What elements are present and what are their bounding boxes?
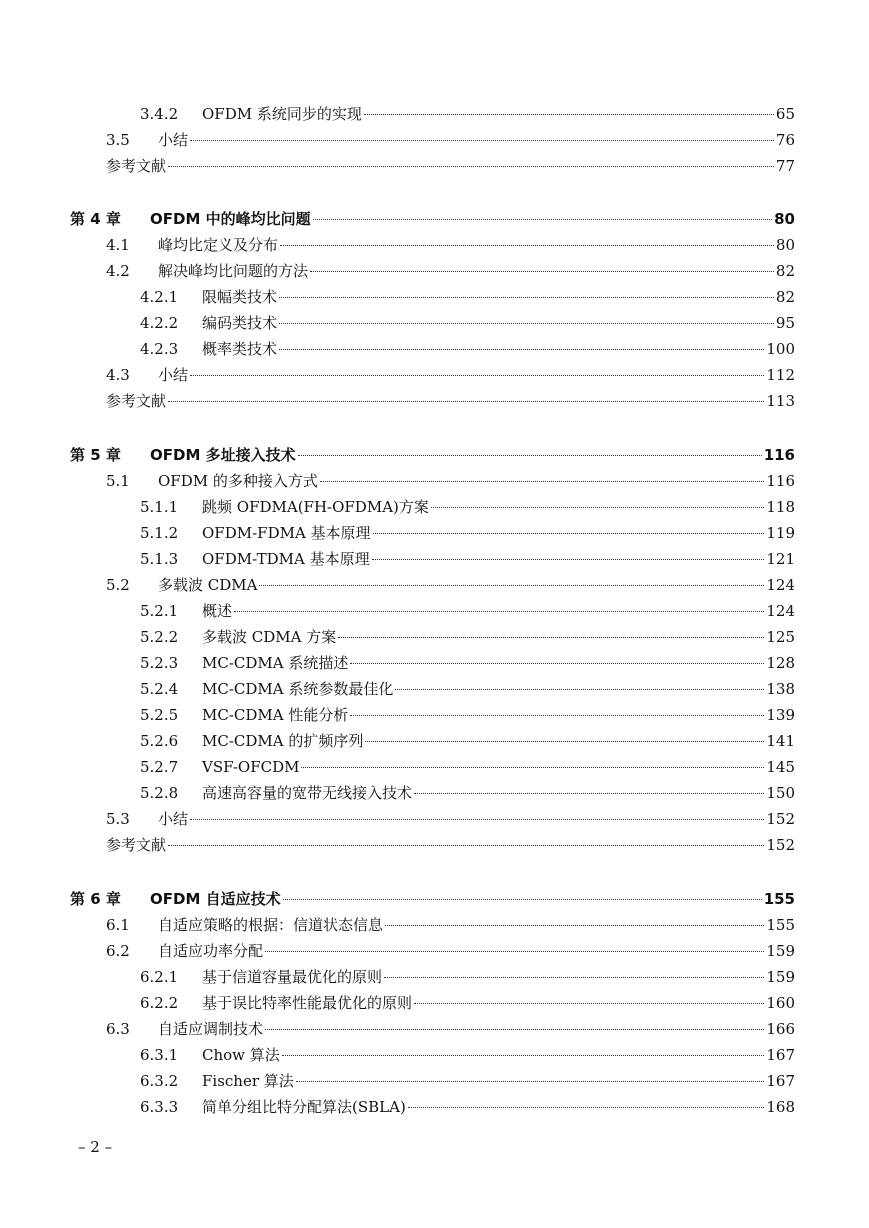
toc-entry-page: 160 — [766, 994, 795, 1012]
toc-entry — [140, 653, 795, 673]
toc-entry-title: OFDM 中的峰均比问题 — [150, 210, 311, 228]
toc-entry-page: 152 — [766, 836, 795, 854]
toc-entry — [140, 287, 795, 307]
toc-entry-title: 跳频 OFDMA(FH-OFDMA)方案 — [202, 498, 429, 516]
toc-entry — [140, 627, 795, 647]
toc-entry-page: 95 — [775, 314, 795, 332]
toc-entry-number: 第 4 章 — [70, 210, 121, 228]
dot-leader — [431, 506, 764, 508]
toc-entry-number: 5.3 — [106, 810, 130, 828]
toc-entry-title: 基于误比特率性能最优化的原则 — [202, 994, 413, 1012]
dot-leader — [168, 844, 764, 846]
toc-entry — [140, 1097, 795, 1117]
toc-entry-page: 167 — [766, 1072, 795, 1090]
dot-leader — [279, 348, 764, 350]
toc-entry-title: OFDM-FDMA 基本原理 — [202, 524, 371, 542]
page-number-footer: – 2 – — [78, 1138, 113, 1156]
toc-entry-title: 限幅类技术 — [202, 288, 278, 306]
toc-entry — [106, 835, 795, 855]
dot-leader — [283, 898, 762, 900]
toc-entry-number: 6.2 — [106, 942, 130, 960]
toc-entry-number: 6.3.1 — [140, 1046, 179, 1064]
toc-entry-page: 113 — [766, 392, 795, 410]
toc-entry-title: 参考文献 — [106, 392, 167, 410]
toc-entry-page: 77 — [775, 157, 795, 175]
toc-entry — [140, 549, 795, 569]
toc-entry-number: 5.1.2 — [140, 524, 179, 542]
toc-entry-title: 参考文献 — [106, 157, 167, 175]
toc-entry-title: 概率类技术 — [202, 340, 278, 358]
dot-leader — [234, 610, 764, 612]
toc-entry-number: 5.2.4 — [140, 680, 179, 698]
toc-entry-page: 65 — [775, 105, 795, 123]
dot-leader — [190, 374, 764, 376]
dot-leader — [385, 924, 764, 926]
dot-leader — [279, 322, 774, 324]
toc-entry — [140, 1045, 795, 1065]
toc-entry-number: 5.2.3 — [140, 654, 179, 672]
toc-entry-number: 5.1.3 — [140, 550, 179, 568]
toc-entry — [106, 130, 795, 150]
toc-entry-page: 124 — [766, 602, 795, 620]
toc-entry-number: 6.3 — [106, 1020, 130, 1038]
toc-entry — [106, 575, 795, 595]
toc-entry-number: 5.2.1 — [140, 602, 179, 620]
toc-entry-title: 自适应策略的根据：信道状态信息 — [158, 916, 384, 934]
toc-entry-page: 141 — [766, 732, 795, 750]
toc-entry-number: 5.2.7 — [140, 758, 179, 776]
toc-entry-page: 138 — [766, 680, 795, 698]
toc-entry-page: 128 — [766, 654, 795, 672]
dot-leader — [365, 740, 764, 742]
toc-entry-page: 82 — [775, 262, 795, 280]
toc-entry — [106, 391, 795, 411]
dot-leader — [265, 950, 764, 952]
toc-entry — [106, 915, 795, 935]
toc-entry — [106, 261, 795, 281]
dot-leader — [298, 454, 762, 456]
toc-entry-number: 6.2.2 — [140, 994, 179, 1012]
toc-entry-page: 118 — [766, 498, 795, 516]
toc-entry-page: 155 — [763, 890, 795, 908]
toc-entry — [140, 313, 795, 333]
toc-entry-title: MC-CDMA 性能分析 — [202, 706, 349, 724]
toc-entry-number: 5.2.6 — [140, 732, 179, 750]
toc-entry-number: 4.2 — [106, 262, 130, 280]
toc-entry-number: 5.2 — [106, 576, 130, 594]
toc-entry — [140, 705, 795, 725]
toc-entry-title: 解决峰均比问题的方法 — [158, 262, 309, 280]
toc-entry-page: 121 — [766, 550, 795, 568]
toc-entry-number: 4.2.3 — [140, 340, 179, 358]
toc-entry-page: 119 — [766, 524, 795, 542]
toc-chapter-entry — [70, 209, 795, 229]
toc-entry-page: 82 — [775, 288, 795, 306]
toc-entry-page: 125 — [766, 628, 795, 646]
toc-entry-title: 自适应调制技术 — [158, 1020, 264, 1038]
dot-leader — [350, 662, 764, 664]
toc-entry-title: OFDM 多址接入技术 — [150, 446, 296, 464]
toc-entry-number: 第 5 章 — [70, 446, 121, 464]
toc-entry-title: MC-CDMA 的扩频序列 — [202, 732, 364, 750]
toc-entry-title: OFDM 的多种接入方式 — [158, 472, 318, 490]
toc-entry-title: 自适应功率分配 — [158, 942, 264, 960]
toc-entry — [140, 783, 795, 803]
toc-entry — [140, 339, 795, 359]
toc-entry — [106, 809, 795, 829]
toc-entry-title: 小结 — [158, 131, 189, 149]
dot-leader — [168, 400, 764, 402]
toc-entry — [106, 156, 795, 176]
toc-chapter-entry — [70, 889, 795, 909]
toc-entry-title: 多载波 CDMA — [158, 576, 258, 594]
toc-entry-number: 5.2.5 — [140, 706, 179, 724]
toc-entry-title: MC-CDMA 系统描述 — [202, 654, 349, 672]
toc-entry-number: 5.2.2 — [140, 628, 179, 646]
toc-entry — [140, 523, 795, 543]
toc-entry-title: OFDM 系统同步的实现 — [202, 105, 362, 123]
toc-entry-number: 4.2.1 — [140, 288, 179, 306]
dot-leader — [280, 244, 774, 246]
toc-entry-title: 小结 — [158, 366, 189, 384]
toc-entry-page: 159 — [766, 968, 795, 986]
toc-entry-page: 150 — [766, 784, 795, 802]
toc-entry — [140, 1071, 795, 1091]
toc-entry — [140, 601, 795, 621]
toc-entry-page: 168 — [766, 1098, 795, 1116]
dot-leader — [259, 584, 764, 586]
toc-entry-page: 152 — [766, 810, 795, 828]
toc-entry-title: 多载波 CDMA 方案 — [202, 628, 337, 646]
toc-entry-page: 116 — [763, 446, 795, 464]
dot-leader — [414, 1002, 764, 1004]
toc-entry-page: 116 — [766, 472, 795, 490]
toc-entry-title: 高速高容量的宽带无线接入技术 — [202, 784, 413, 802]
toc-entry-title: 概述 — [202, 602, 233, 620]
dot-leader — [408, 1106, 765, 1108]
toc-entry-number: 4.1 — [106, 236, 130, 254]
dot-leader — [282, 1054, 765, 1056]
toc-entry-number: 4.3 — [106, 366, 130, 384]
dot-leader — [395, 688, 764, 690]
toc-entry-number: 6.3.3 — [140, 1098, 179, 1116]
dot-leader — [265, 1028, 764, 1030]
toc-entry — [140, 104, 795, 124]
toc-entry-title: 基于信道容量最优化的原则 — [202, 968, 383, 986]
toc-entry-page: 139 — [766, 706, 795, 724]
dot-leader — [279, 296, 774, 298]
toc-entry-number: 3.5 — [106, 131, 130, 149]
toc-entry — [106, 471, 795, 491]
dot-leader — [373, 532, 765, 534]
toc-entry-page: 112 — [766, 366, 795, 384]
toc-entry — [140, 967, 795, 987]
toc-entry-title: Chow 算法 — [202, 1046, 280, 1064]
dot-leader — [301, 766, 764, 768]
toc-entry-number: 6.1 — [106, 916, 130, 934]
toc-chapter-entry — [70, 445, 795, 465]
toc-entry — [140, 497, 795, 517]
toc-entry-number: 5.2.8 — [140, 784, 179, 802]
toc-entry-page: 159 — [766, 942, 795, 960]
dot-leader — [384, 976, 764, 978]
dot-leader — [372, 558, 765, 560]
toc-entry-number: 6.3.2 — [140, 1072, 179, 1090]
dot-leader — [310, 270, 774, 272]
toc-entry-title: 峰均比定义及分布 — [158, 236, 279, 254]
toc-entry-page: 80 — [774, 210, 795, 228]
toc-entry-page: 124 — [766, 576, 795, 594]
toc-entry-page: 100 — [766, 340, 795, 358]
toc-entry-title: Fischer 算法 — [202, 1072, 294, 1090]
toc-entry — [106, 941, 795, 961]
toc-entry-number: 6.2.1 — [140, 968, 179, 986]
toc-entry-page: 166 — [766, 1020, 795, 1038]
toc-entry — [140, 731, 795, 751]
toc-entry — [140, 757, 795, 777]
dot-leader — [414, 792, 764, 794]
toc-entry-title: VSF-OFCDM — [202, 758, 300, 776]
dot-leader — [350, 714, 764, 716]
dot-leader — [313, 218, 773, 220]
toc-entry — [106, 365, 795, 385]
toc-entry-page: 80 — [775, 236, 795, 254]
toc-entry-page: 167 — [766, 1046, 795, 1064]
dot-leader — [338, 636, 764, 638]
toc-entry-page: 145 — [766, 758, 795, 776]
dot-leader — [190, 139, 774, 141]
toc-entry-title: MC-CDMA 系统参数最佳化 — [202, 680, 394, 698]
toc-entry-title: OFDM 自适应技术 — [150, 890, 281, 908]
toc-entry — [140, 993, 795, 1013]
toc-entry-title: 小结 — [158, 810, 189, 828]
toc-entry — [106, 1019, 795, 1039]
toc-entry-title: 参考文献 — [106, 836, 167, 854]
toc-entry-title: 简单分组比特分配算法(SBLA) — [202, 1098, 406, 1116]
toc-entry-title: 编码类技术 — [202, 314, 278, 332]
dot-leader — [190, 818, 764, 820]
toc-entry-number: 5.1 — [106, 472, 130, 490]
dot-leader — [168, 165, 774, 167]
toc-entry — [140, 679, 795, 699]
dot-leader — [364, 113, 774, 115]
dot-leader — [296, 1080, 765, 1082]
dot-leader — [320, 480, 765, 482]
toc-entry-page: 76 — [775, 131, 795, 149]
toc-entry-title: OFDM-TDMA 基本原理 — [202, 550, 370, 568]
toc-entry-number: 3.4.2 — [140, 105, 179, 123]
toc-entry-page: 155 — [766, 916, 795, 934]
toc-entry-number: 4.2.2 — [140, 314, 179, 332]
toc-entry-number: 5.1.1 — [140, 498, 179, 516]
toc-entry — [106, 235, 795, 255]
toc-entry-number: 第 6 章 — [70, 890, 121, 908]
